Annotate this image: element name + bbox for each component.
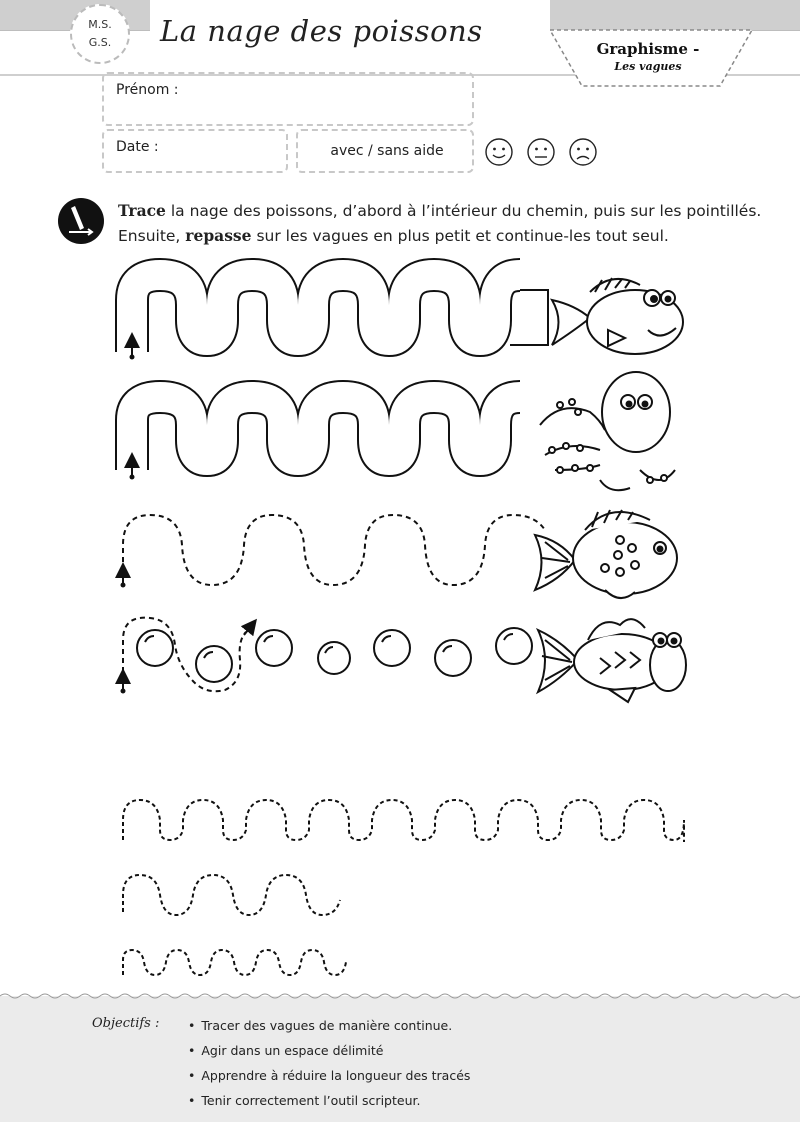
bubbles-icon — [137, 628, 532, 682]
sad-face-icon[interactable] — [568, 137, 598, 167]
instruction-keyword-trace: Trace — [118, 201, 166, 220]
instruction-text-1: la nage des poissons, d’abord à l’intérieur du chemin, puis sur les pointillés. — [165, 202, 762, 220]
subject-title: Graphisme - — [596, 40, 700, 58]
objectives-label: Objectifs : — [92, 1016, 160, 1031]
happy-face-icon[interactable] — [484, 137, 514, 167]
help-label: avec / sans aide — [330, 143, 444, 159]
wave-path-2[interactable] — [130, 397, 521, 480]
subject-banner-shape — [548, 28, 754, 90]
wave-path-1[interactable] — [130, 275, 549, 360]
octopus-icon — [540, 372, 675, 490]
objective-item: • Tenir correctement l’outil scripteur. — [188, 1093, 470, 1118]
instruction-line-2 — [118, 226, 669, 245]
objective-item: • Apprendre à réduire la longueur des tracés — [188, 1068, 470, 1093]
objective-item: • Agir dans un espace délimité — [188, 1043, 470, 1068]
practice-wave-large[interactable] — [123, 800, 684, 842]
dotted-wave-3[interactable] — [121, 515, 546, 588]
instruction-text-2a: Ensuite, — [118, 227, 186, 245]
date-label: Date : — [116, 139, 159, 155]
instruction-line-1 — [118, 201, 761, 220]
instruction-keyword-repasse: repasse — [185, 226, 252, 245]
fish-1-icon — [552, 278, 683, 354]
neutral-face-icon[interactable] — [526, 137, 556, 167]
fish-3-icon — [535, 510, 677, 598]
instruction-text-2b: sur les vagues en plus petit et continue-les tout seul. — [251, 227, 669, 245]
pencil-instruction-icon — [58, 198, 104, 244]
name-label: Prénom : — [116, 82, 179, 98]
level-ms: M.S. — [88, 18, 112, 31]
help-field[interactable] — [296, 129, 474, 173]
fish-4-icon — [538, 619, 686, 702]
footer-wave-border — [0, 992, 800, 1000]
page-title: La nage des poissons — [160, 14, 483, 48]
level-gs: G.S. — [88, 36, 112, 49]
practice-wave-small[interactable] — [123, 950, 346, 975]
practice-wave-medium[interactable] — [123, 875, 340, 915]
objectives-footer — [0, 996, 800, 1122]
date-field[interactable] — [102, 129, 288, 173]
objectives-list — [188, 1018, 470, 1118]
name-field[interactable] — [102, 72, 474, 126]
objective-item: • Tracer des vagues de manière continue. — [188, 1018, 470, 1043]
subject-subtitle: Les vagues — [614, 60, 682, 73]
level-badge — [70, 4, 130, 64]
exercise-area — [0, 250, 800, 990]
subject-banner — [548, 28, 754, 88]
